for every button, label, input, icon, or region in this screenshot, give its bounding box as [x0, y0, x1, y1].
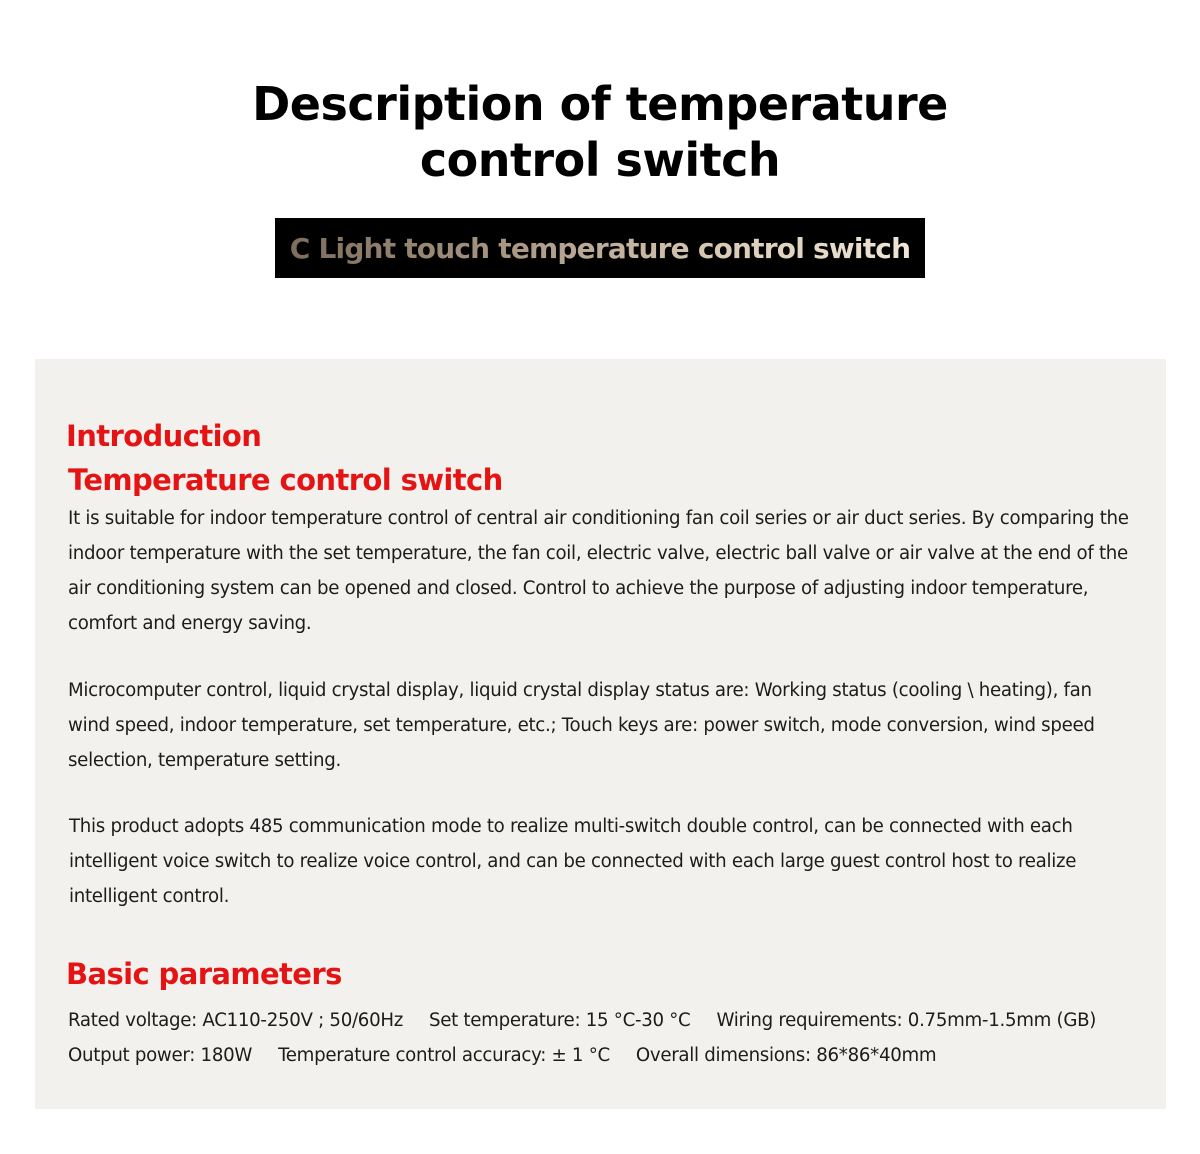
output-power-param: Output power: 180W — [68, 1045, 253, 1066]
temperature-control-switch-heading: Temperature control switch — [68, 463, 503, 497]
basic-parameters-heading: Basic parameters — [66, 957, 342, 991]
parameters-row-2 — [68, 1038, 936, 1073]
intro-paragraph-2: Microcomputer control, liquid crystal display, liquid crystal display status are: Working status (cooling \ heating), fan wind speed, indoor temperature, set temperature, etc.; Touch keys are: power switch, mode conversion, wind speed selection, temperature setting. — [68, 680, 1095, 771]
intro-paragraph-1: It is suitable for indoor temperature control of central air conditioning fan coil series or air duct series. By comparing the indoor temperature with the set temperature, the fan coil, electric valve, electric ball valve or air valve at the end of the air conditioning system can be opened and closed. Control to achieve the purpose of adjusting indoor temperature, comfort and energy saving. — [68, 508, 1129, 634]
intro-paragraph-3: This product adopts 485 communication mode to realize multi-switch double control, can be connected with each intelligent voice switch to realize voice control, and can be connected with each large guest control host to realize intelligent control. — [69, 816, 1077, 907]
overall-dimensions-param: Overall dimensions: 86*86*40mm — [635, 1045, 937, 1066]
page-title-line-2: control switch — [419, 133, 781, 187]
description-panel — [35, 359, 1166, 1109]
rated-voltage-param: Rated voltage: AC110-250V ; 50/60Hz — [68, 1010, 403, 1031]
set-temperature-param: Set temperature: 15 °C-30 °C — [428, 1010, 691, 1031]
page-title-line-1: Description of temperature — [252, 77, 948, 131]
product-banner-text: C Light touch temperature control switch — [289, 231, 911, 265]
page-title — [0, 76, 1200, 188]
introduction-heading: Introduction — [66, 419, 262, 453]
temperature-accuracy-param: Temperature control accuracy: ± 1 °C — [278, 1045, 610, 1066]
parameters-row-1 — [68, 1003, 1096, 1038]
wiring-requirements-param: Wiring requirements: 0.75mm-1.5mm (GB) — [716, 1010, 1097, 1031]
product-banner — [275, 218, 925, 278]
